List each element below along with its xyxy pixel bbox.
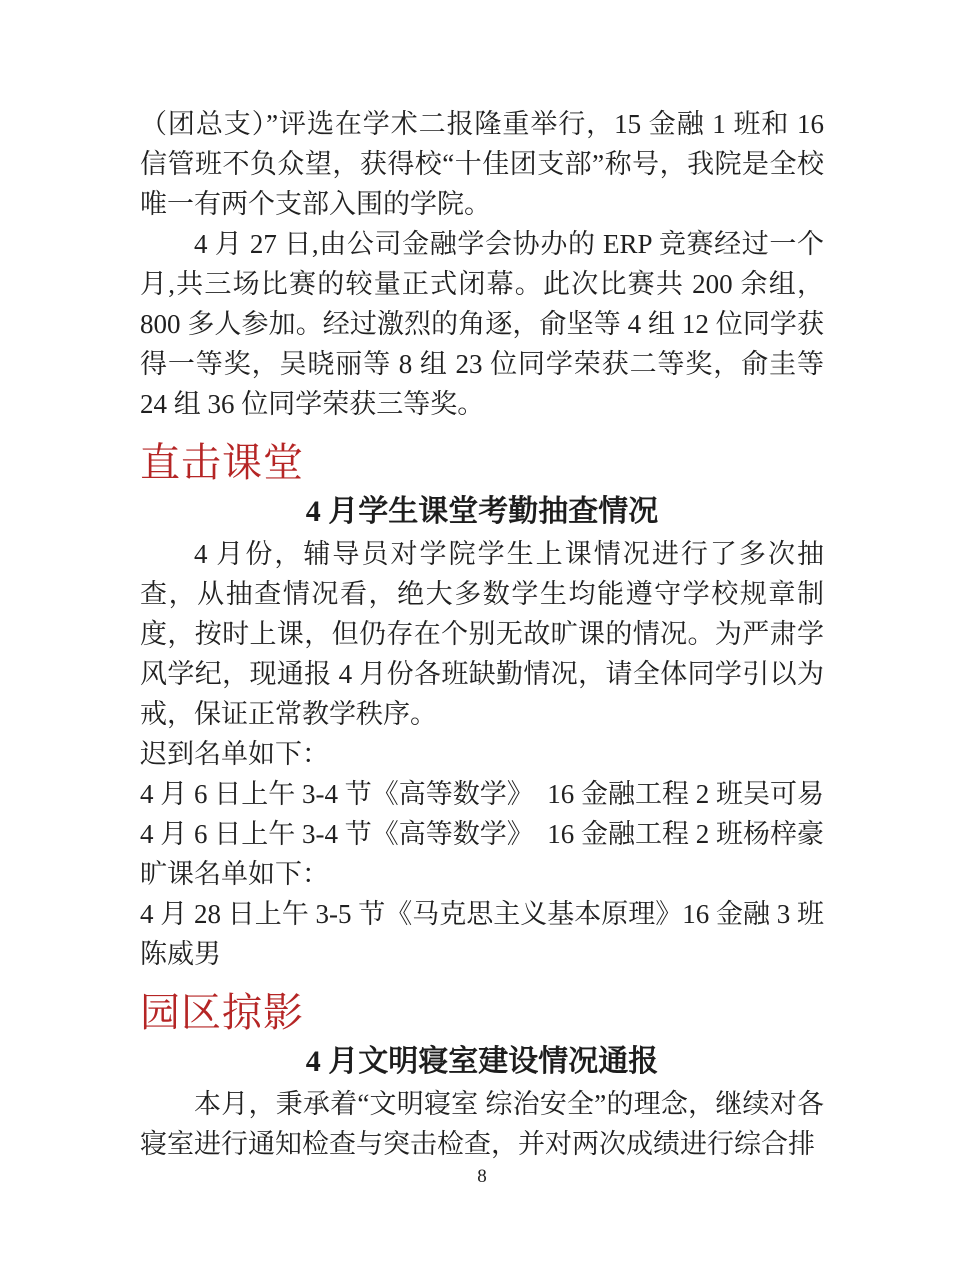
section-heading-campus: 园区掠影 bbox=[140, 990, 304, 1035]
roster-line-late-1: 4 月 6 日上午 3-4 节《高等数学》 16 金融工程 2 班吴可易 bbox=[140, 779, 824, 809]
roster-line-absent-1: 4 月 28 日上午 3-5 节《马克思主义基本原理》16 金融 3 班陈威男 bbox=[140, 899, 824, 969]
roster-line-absent-label: 旷课名单如下： bbox=[140, 859, 329, 889]
roster-line-late-label: 迟到名单如下： bbox=[140, 739, 329, 769]
section-subheading-attendance: 4 月学生课堂考勤抽查情况 bbox=[305, 495, 659, 528]
section-heading-classroom: 直击课堂 bbox=[140, 440, 304, 485]
page-body bbox=[140, 104, 824, 1164]
paragraph-dormitory-report: 本月，秉承着“文明寝室 综治安全”的理念，继续对各寝室进行通知检查与突击检查，并对两次成绩进行综合排 bbox=[140, 1089, 824, 1159]
paragraph-league-branch-award: （团总支）”评选在学术二报隆重举行，15 金融 1 班和 16 信管班不负众望，获得校“十佳团支部”称号，我院是全校唯一有两个支部入围的学院。 bbox=[140, 109, 824, 219]
attendance-roster bbox=[140, 734, 824, 974]
roster-line-late-2: 4 月 6 日上午 3-4 节《高等数学》 16 金融工程 2 班杨梓豪 bbox=[140, 819, 824, 849]
paragraph-attendance-report: 4 月份，辅导员对学院学生上课情况进行了多次抽查，从抽查情况看，绝大多数学生均能遵守学校规章制度，按时上课，但仍存在个别无故旷课的情况。为严肃学风学纪，现通报 4 月份各班缺勤情况，请全体同学引以为戒，保证正常教学秩序。 bbox=[140, 539, 824, 729]
paragraph-erp-competition: 4 月 27 日,由公司金融学会协办的 ERP 竞赛经过一个月,共三场比赛的较量正式闭幕。此次比赛共 200 余组，800 多人参加。经过激烈的角逐，俞坚等 4 组 12 位同学获得一等奖，吴晓丽等 8 组 23 位同学荣获二等奖，俞圭等 24 组 36 位同学荣获三等奖。 bbox=[140, 229, 824, 419]
page-number: 8 bbox=[477, 1166, 487, 1187]
section-subheading-dormitory: 4 月文明寝室建设情况通报 bbox=[305, 1045, 659, 1078]
